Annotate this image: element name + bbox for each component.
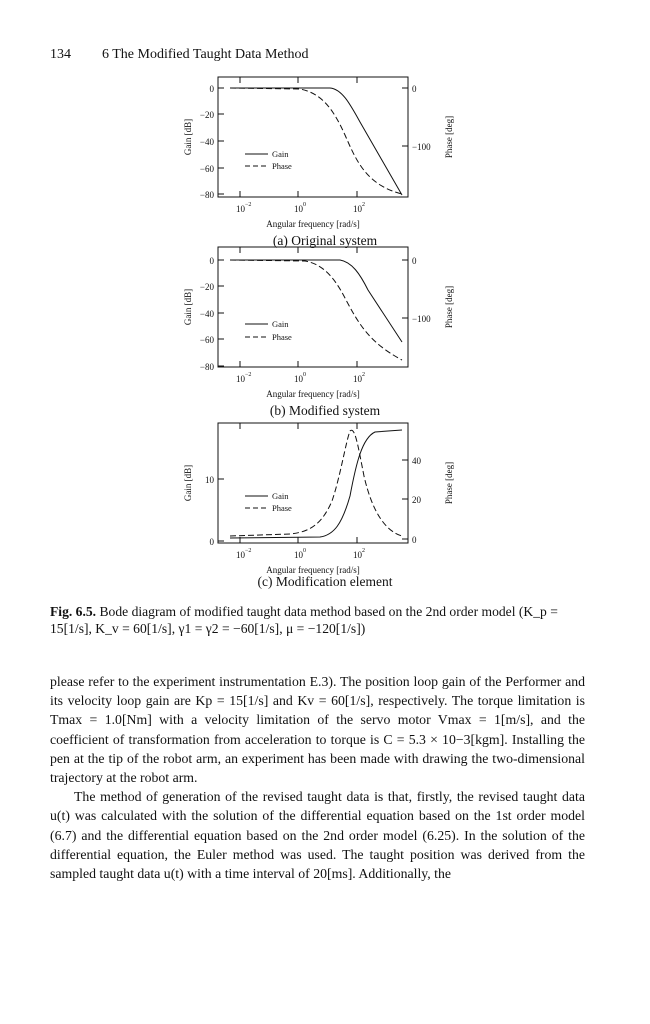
paragraph-1: please refer to the experiment instrumentation E.3). The position loop gain of the Performer and its velocity loop gain are Kp = 15[1/s] and Kv = 60[1/s], respectively. The torque limitation is Tmax = 1.0[Nm] with a velocity limitation of the servo motor Vmax = 1[m/s], and the coefficient of transformation from acceleration to torque is C = 5.3 × 10−3[kgm]. Installing the pen at the tip of the robot arm, an experiment has been made with drawing the two-dimensional trajectory at the robot arm.	[50, 674, 585, 786]
c-xtick-2: 10	[353, 550, 362, 560]
c-xexp-1: 0	[303, 548, 306, 554]
b-xexp-2: 2	[362, 372, 365, 378]
a-rtick-0: 0	[412, 84, 417, 94]
chapter-title: 6 The Modified Taught Data Method	[102, 47, 309, 62]
figure-caption-text: Bode diagram of modified taught data method based on the 2nd order model (K_p = 15[1/s], K_v = 60[1/s], γ1 = γ2 = −60[1/s], μ = −120[1/s])	[50, 604, 558, 636]
b-xexp-1: 0	[303, 372, 306, 378]
b-phase-curve	[230, 260, 402, 360]
caption-b: (b) Modified system	[269, 403, 381, 418]
b-ltick-1: −20	[199, 282, 214, 292]
b-legend-phase: Phase	[272, 332, 292, 342]
c-ylabel-right: Phase [deg]	[444, 461, 454, 505]
b-ltick-2: −40	[199, 309, 214, 319]
b-rtick-0: 0	[412, 256, 417, 266]
a-ylabel-right: Phase [deg]	[444, 115, 454, 159]
c-rtick-2: 0	[412, 535, 417, 545]
figure-caption	[50, 603, 590, 637]
b-rtick-1: −100	[412, 314, 431, 324]
c-legend-phase: Phase	[272, 503, 292, 513]
b-xtick-1: 10	[294, 374, 303, 384]
c-legend-gain: Gain	[272, 491, 289, 501]
a-xexp-0: −2	[245, 202, 252, 208]
c-ltick-0: 10	[205, 475, 214, 485]
c-ylabel-left: Gain [dB]	[183, 464, 193, 502]
a-legend-phase: Phase	[272, 161, 292, 171]
a-ltick-2: −40	[199, 137, 214, 147]
b-ltick-3: −60	[199, 335, 214, 345]
page-number: 134	[50, 47, 71, 62]
paragraph-2: The method of generation of the revised taught data is that, firstly, the revised taught data u(t) was calculated with the solution of the differential equation based on the 1st order model (6.7) and the differential equation based on the 2nd order model (6.25). In the solution of the differential equation, the Euler method was used. The taught position was derived from the sampled taught data u(t) with a time interval of 20[ms]. Additionally, the	[50, 789, 585, 882]
b-ltick-0: 0	[209, 256, 214, 266]
a-xtick-2: 10	[353, 204, 362, 214]
a-xexp-2: 2	[362, 202, 365, 208]
a-xlabel: Angular frequency [rad/s]	[266, 219, 360, 229]
bode-plot-c	[0, 346, 650, 586]
c-xtick-0: 10	[236, 550, 245, 560]
b-ltick-4: −80	[199, 362, 214, 372]
body-text	[50, 672, 585, 883]
a-legend-gain: Gain	[272, 149, 289, 159]
a-xexp-1: 0	[303, 202, 306, 208]
a-rtick-1: −100	[412, 142, 431, 152]
b-xtick-0: 10	[236, 374, 245, 384]
caption-a: (a) Original system	[272, 233, 378, 248]
a-ltick-0: 0	[209, 84, 214, 94]
plot-c-svg	[0, 346, 650, 586]
a-ltick-3: −60	[199, 164, 214, 174]
b-xlabel: Angular frequency [rad/s]	[266, 389, 360, 399]
c-rtick-0: 40	[412, 456, 421, 466]
b-ylabel-right: Phase [deg]	[444, 285, 454, 329]
plot-c-frame	[218, 423, 408, 543]
a-ltick-1: −20	[199, 110, 214, 120]
c-xtick-1: 10	[294, 550, 303, 560]
a-xtick-1: 10	[294, 204, 303, 214]
c-gain-curve	[230, 430, 402, 538]
a-xtick-0: 10	[236, 204, 245, 214]
c-xexp-2: 2	[362, 548, 365, 554]
b-legend-gain: Gain	[272, 319, 289, 329]
c-xexp-0: −2	[245, 548, 252, 554]
b-ylabel-left: Gain [dB]	[183, 288, 193, 326]
b-xexp-0: −2	[245, 372, 252, 378]
figure-label: Fig. 6.5.	[50, 604, 97, 619]
a-ylabel-left: Gain [dB]	[183, 118, 193, 156]
c-ltick-1: 0	[209, 537, 214, 547]
caption-c: (c) Modification element	[257, 574, 393, 589]
c-rtick-1: 20	[412, 495, 421, 505]
c-phase-curve	[230, 430, 402, 536]
b-xtick-2: 10	[353, 374, 362, 384]
b-gain-curve	[230, 260, 402, 342]
c-xlabel: Angular frequency [rad/s]	[266, 565, 360, 575]
a-ltick-4: −80	[199, 190, 214, 200]
